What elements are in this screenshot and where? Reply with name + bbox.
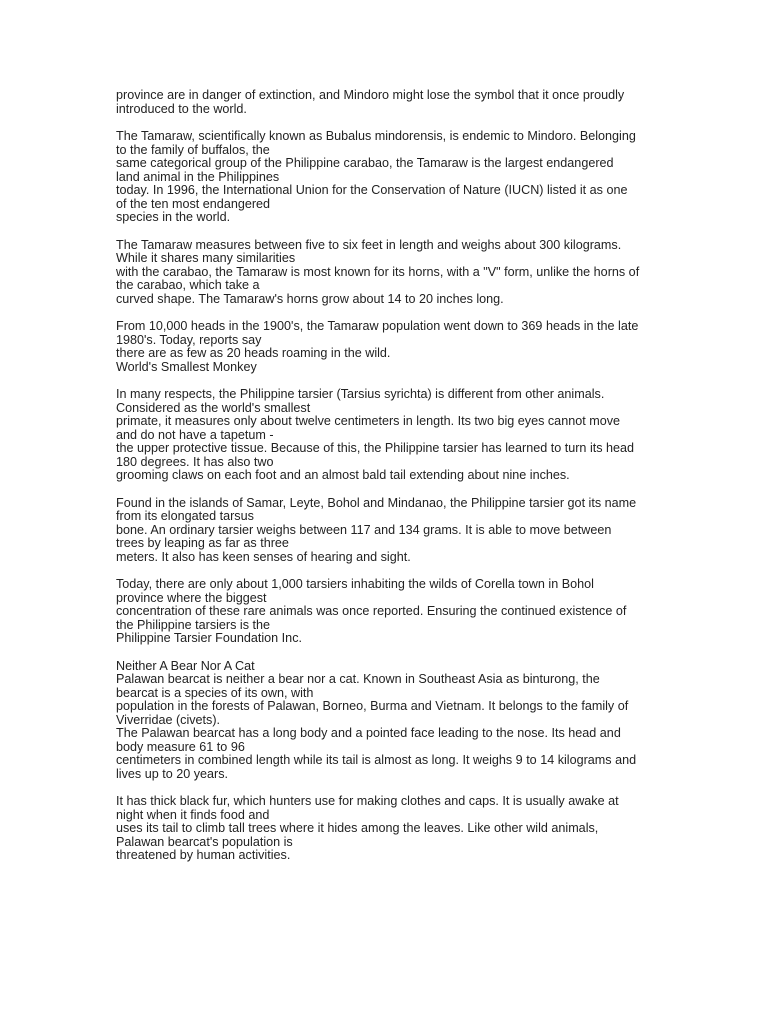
text-line: 1980's. Today, reports say: [116, 332, 262, 347]
text-line: to the family of buffalos, the: [116, 142, 270, 157]
text-line: with the carabao, the Tamaraw is most known for its horns, with a "V" form, unlike the horns of: [116, 264, 640, 279]
paragraph-tarsier-population: [116, 578, 664, 646]
text-line: and do not have a tapetum -: [116, 427, 274, 442]
text-line: primate, it measures only about twelve centimeters in length. Its two big eyes cannot move: [116, 414, 620, 428]
text-line: From 10,000 heads in the 1900's, the Tamaraw population went down to 369 heads in the late: [116, 319, 639, 333]
text-line: Considered as the world's smallest: [116, 400, 311, 415]
text-line: same categorical group of the Philippine carabao, the Tamaraw is the largest endangered: [116, 156, 614, 170]
text-line: introduced to the world.: [116, 101, 247, 116]
text-line: The Palawan bearcat has a long body and a pointed face leading to the nose. Its head and: [116, 726, 621, 740]
text-line: Palawan bearcat's population is: [116, 834, 293, 849]
paragraph-tamaraw-population: [116, 320, 664, 374]
text-line: trees by leaping as far as three: [116, 536, 289, 550]
text-line: grooming claws on each foot and an almost bald tail extending about nine inches.: [116, 468, 570, 482]
text-line: The Tamaraw, scientifically known as Bubalus mindorensis, is endemic to Mindoro. Belonging: [116, 129, 636, 143]
text-line: from its elongated tarsus: [116, 509, 254, 523]
text-line: uses its tail to climb tall trees where it hides among the leaves. Like other wild animals,: [116, 821, 599, 835]
text-line: It has thick black fur, which hunters use for making clothes and caps. It is usually awake at: [116, 794, 619, 808]
text-line: province where the biggest: [116, 590, 267, 605]
paragraph-tarsier-intro: [116, 388, 664, 483]
text-line: lives up to 20 years.: [116, 766, 229, 781]
text-line: night when it finds food and: [116, 807, 270, 822]
text-line: The Tamaraw measures between five to six feet in length and weighs about 300 kilograms.: [116, 237, 622, 252]
text-line: In many respects, the Philippine tarsier (Tarsius syrichta) is different from other animals.: [116, 387, 605, 401]
text-line: While it shares many similarities: [116, 251, 296, 265]
text-line: population in the forests of Palawan, Borneo, Burma and Vietnam. It belongs to the family of: [116, 699, 629, 713]
document-page: [116, 89, 664, 877]
text-line: today. In 1996, the International Union for the Conservation of Nature (IUCN) listed it as one: [116, 183, 628, 197]
text-line: body measure 61 to 96: [116, 739, 245, 754]
text-line: Philippine Tarsier Foundation Inc.: [116, 631, 302, 645]
text-line: Viverridae (civets).: [116, 712, 221, 727]
text-line: threatened by human activities.: [116, 848, 291, 862]
text-line: curved shape. The Tamaraw's horns grow about 14 to 20 inches long.: [116, 291, 504, 306]
text-line: of the ten most endangered: [116, 196, 271, 211]
text-line: bearcat is a species of its own, with: [116, 685, 314, 700]
text-line: 180 degrees. It has also two: [116, 454, 274, 469]
paragraph-mindoro-symbol: [116, 89, 664, 116]
section-heading-smallest-monkey: World's Smallest Monkey: [116, 359, 257, 374]
text-line: species in the world.: [116, 210, 231, 224]
text-line: there are as few as 20 heads roaming in the wild.: [116, 346, 391, 360]
text-line: province are in danger of extinction, and Mindoro might lose the symbol that it once proudly: [116, 88, 625, 102]
paragraph-tamaraw-intro: [116, 130, 664, 225]
text-line: centimeters in combined length while its tail is almost as long. It weighs 9 to 14 kilograms and: [116, 753, 637, 767]
text-line: the Philippine tarsiers is the: [116, 617, 271, 632]
paragraph-bearcat-intro: [116, 660, 664, 782]
text-line: bone. An ordinary tarsier weighs between 117 and 134 grams. It is able to move between: [116, 522, 612, 537]
section-heading-bearcat: Neither A Bear Nor A Cat: [116, 658, 255, 673]
text-line: Found in the islands of Samar, Leyte, Bohol and Mindanao, the Philippine tarsier got its name: [116, 495, 637, 510]
paragraph-tarsier-habitat: [116, 497, 664, 565]
text-line: concentration of these rare animals was once reported. Ensuring the continued existence of: [116, 604, 627, 618]
text-line: Today, there are only about 1,000 tarsiers inhabiting the wilds of Corella town in Bohol: [116, 577, 594, 591]
text-line: the upper protective tissue. Because of this, the Philippine tarsier has learned to turn its head: [116, 441, 635, 455]
paragraph-tamaraw-size: [116, 239, 664, 307]
paragraph-bearcat-habits: [116, 795, 664, 863]
text-line: meters. It also has keen senses of hearing and sight.: [116, 549, 411, 564]
text-line: the carabao, which take a: [116, 278, 260, 292]
text-line: land animal in the Philippines: [116, 169, 280, 184]
text-line: Palawan bearcat is neither a bear nor a cat. Known in Southeast Asia as binturong, the: [116, 672, 600, 686]
